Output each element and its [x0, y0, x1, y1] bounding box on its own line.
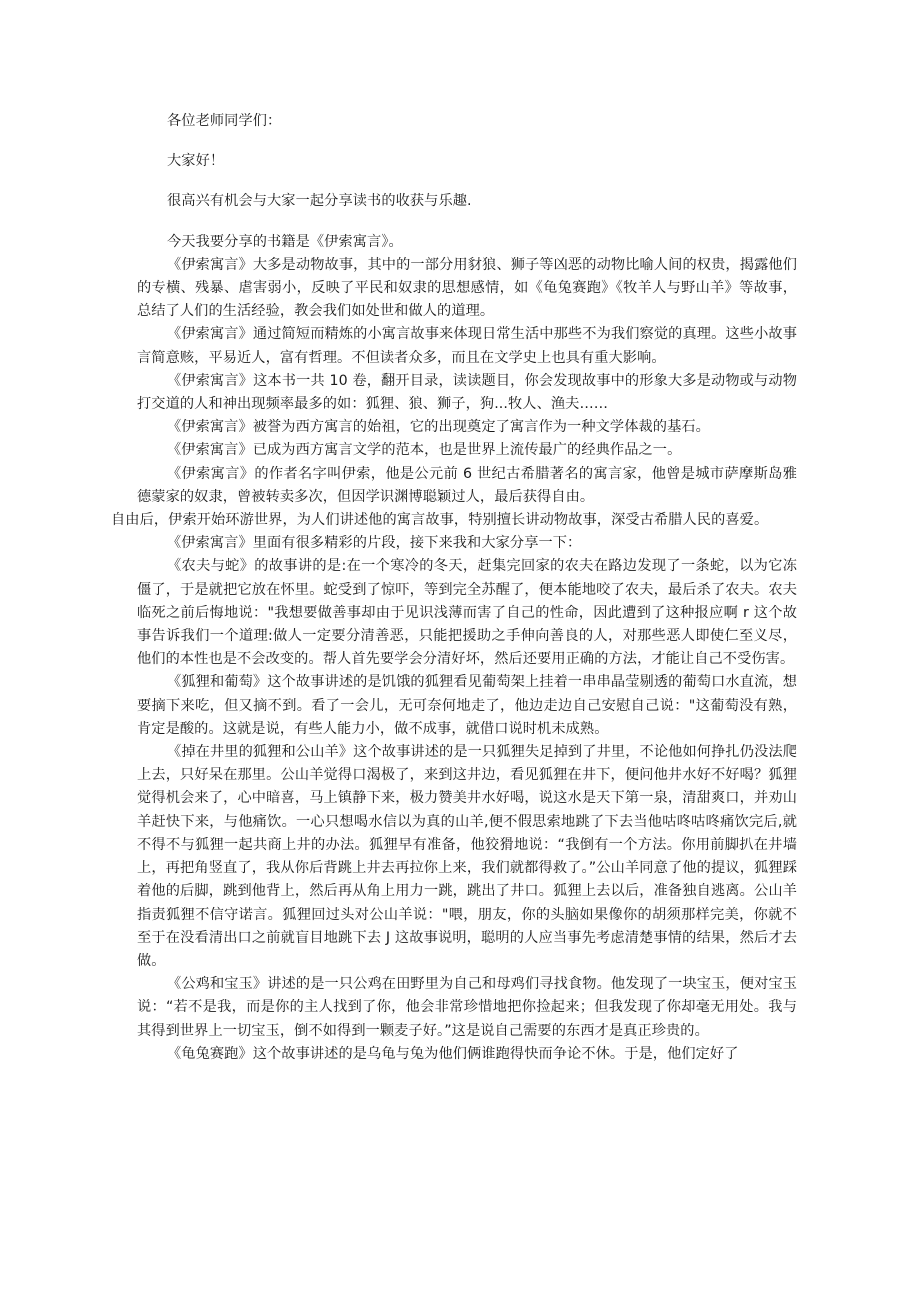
paragraph-volumes: 《伊索寓言》这本书一共 10 卷，翻开目录，读读题目，你会发现故事中的形象大多是动物或与动物打交道的人和神出现频率最多的如：狐狸、狼、狮子，狗...牧人、渔夫……: [137, 372, 797, 413]
paragraph-origin: 《伊索寓言》被誉为西方寓言的始祖，它的出现奠定了寓言作为一种文学体裁的基石。: [167, 419, 710, 436]
salutation: 各位老师同学们：: [167, 113, 282, 129]
book-intro: 今天我要分享的书籍是《伊索寓言》。: [167, 233, 403, 250]
paragraph-truth: 《伊索寓言》通过简短而精炼的小寓言故事来体现日常生活中那些不为我们察觉的真理。这些小故事言简意赅，平易近人，富有哲理。不但读者众多，而且在文学史上也具有重大影响。: [137, 326, 797, 366]
story-rooster-jewel: 《公鸡和宝玉》讲述的是一只公鸡在田野里为自己和母鸡们寻找食物。他发现了一块宝玉，便对宝玉说：“若不是我，而是你的主人找到了你，他会非常珍惜地把你捡起来；但我发现了你却毫无用处。我与其得到世界上一切宝玉，倒不如得到一颗麦子好。”这是说自己需要的东西才是真正珍贵的。: [137, 976, 797, 1039]
document-body: [111, 110, 797, 1066]
paragraph-overview: 《伊索寓言》大多是动物故事，其中的一部分用豺狼、狮子等凶恶的动物比喻人间的权贵，揭露他们的专横、残暴、虐害弱小，反映了平民和奴隶的思想感情，如《龟兔赛跑》《牧羊人与野山羊》等故事，总结了人们的生活经验，教会我们如处世和做人的道理。: [137, 256, 797, 320]
story-fox-goat: 《掉在井里的狐狸和公山羊》这个故事讲述的是一只狐狸失足掉到了井里，不论他如何挣扎仍没法爬上去，只好呆在那里。公山羊觉得口渴极了，来到这井边，看见狐狸在井下，便问他井水好不好喝？狐狸觉得机会来了，心中暗喜，马上镇静下来，极力赞美井水好喝，说这水是天下第一泉，清甜爽口，并劝山羊赶快下来，与他痛饮。一心只想喝水信以为真的山羊,便不假思索地跳了下去当他咕咚咕咚痛饮完后,就不得不与狐狸一起共商上井的办法。狐狸早有准备，他狡猾地说：“我倒有一个方法。你用前脚扒在井墙上，再把角竖直了，我从你后背跳上井去再拉你上来，我们就都得救了。”公山羊同意了他的提议，狐狸踩着他的后脚，跳到他背上，然后再从角上用力一跳，跳出了井口。狐狸上去以后，准备独自逃离。公山羊指责狐狸不信守诺言。狐狸回过头对公山羊说："喂，朋友，你的头脑如果像你的胡须那样完美，你就不至于在没看清出口之前就盲目地跳下去 J 这故事说明，聪明的人应当事先考虑清楚事情的结果，然后才去做。: [137, 744, 797, 969]
story-fox-grapes: 《狐狸和葡萄》这个故事讲述的是饥饿的狐狸看见葡萄架上挂着一串串晶莹剔透的葡萄口水直流，想要摘下来吃，但又摘不到。看了一会儿，无可奈何地走了，他边走边自己安慰自己说："这葡萄没有熟，肯定是酸的。这就是说，有些人能力小，做不成事，就借口说时机未成熟。: [137, 674, 797, 737]
paragraph-freedom: 自由后，伊索开始环游世界，为人们讲述他的寓言故事，特别擅长讲动物故事，深受古希腊人民的喜爱。: [111, 512, 769, 529]
story-farmer-snake: 《农夫与蛇》的故事讲的是:在一个寒冷的冬天，赶集完回家的农夫在路边发现了一条蛇，以为它冻僵了，于是就把它放在怀里。蛇受到了惊吓，等到完全苏醒了，便本能地咬了农夫，最后杀了农夫。农夫临死之前后悔地说："我想要做善事却由于见识浅薄而害了自己的性命，因此遭到了这种报应啊 r 这个故事告诉我们一个道理:做人一定要分清善恶，只能把援助之手伸向善良的人，对那些恶人即使仁至义尽，他们的本性也是不会改变的。帮人首先要学会分清好坏，然后还要用正确的方法，才能让自己不受伤害。: [137, 558, 797, 668]
greeting: 大家好！: [167, 153, 225, 170]
paragraph-classic: 《伊索寓言》已成为西方寓言文学的范本，也是世界上流传最广的经典作品之一。: [167, 442, 682, 459]
opening-line: 很高兴有机会与大家一起分享读书的收获与乐趣.: [167, 193, 472, 210]
paragraph-share: 《伊索寓言》里面有很多精彩的片段，接下来我和大家分享一下：: [167, 535, 582, 552]
paragraph-author: 《伊索寓言》的作者名字叫伊索，他是公元前 6 世纪古希腊著名的寓言家，他曾是城市萨摩斯岛雅德蒙家的奴隶，曾被转卖多次，但因学识渊博聪颖过人，最后获得自由。: [137, 465, 797, 505]
story-tortoise-hare: 《龟兔赛跑》这个故事讲述的是乌龟与兔为他们俩谁跑得快而争论不休。于是，他们定好了: [167, 1045, 739, 1062]
